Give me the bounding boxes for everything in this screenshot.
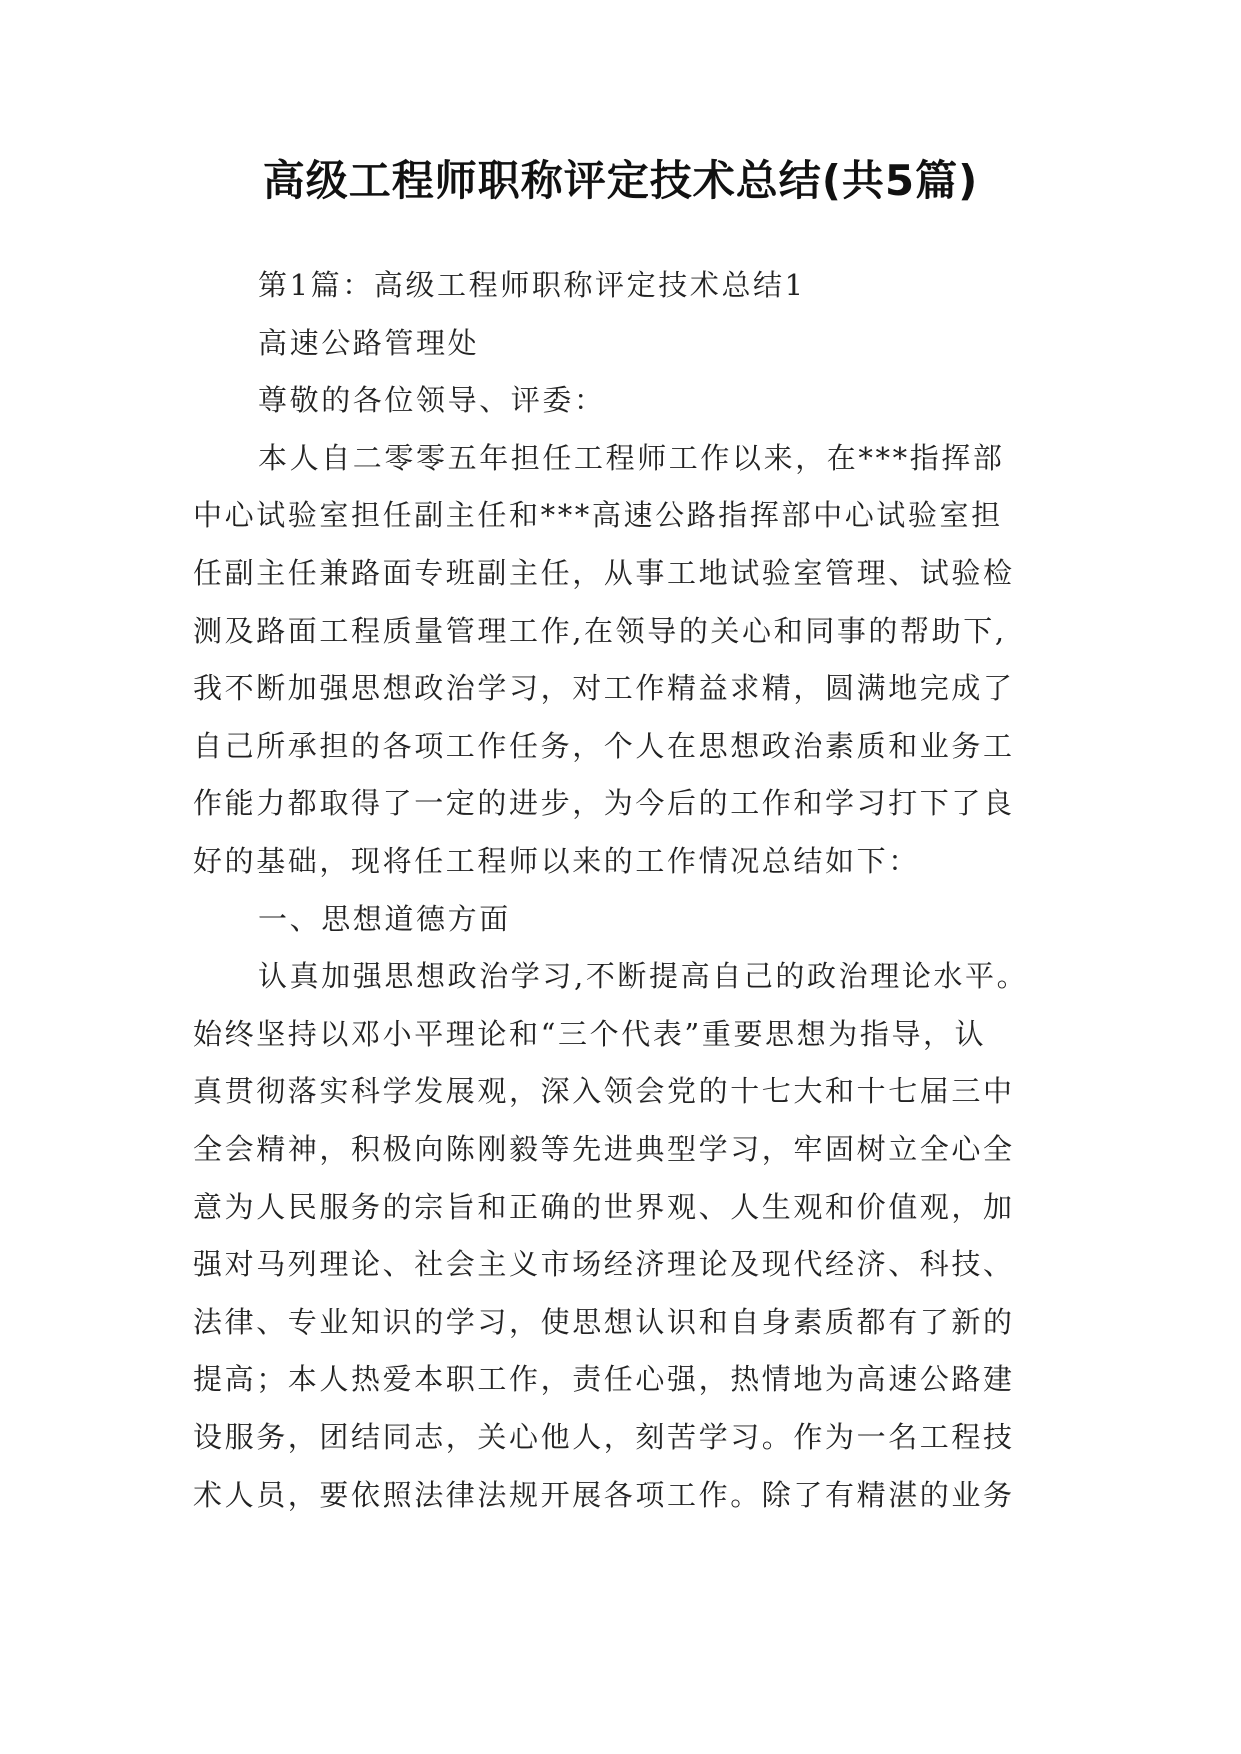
section-heading: 一、思想道德方面: [258, 902, 511, 936]
paragraph-line: 法律、专业知识的学习，使思想认识和自身素质都有了新的: [193, 1305, 1015, 1339]
paragraph-line: 意为人民服务的宗旨和正确的世界观、人生观和价值观，加: [193, 1190, 1015, 1224]
document-title: 高级工程师职称评定技术总结(共5篇): [262, 156, 979, 205]
paragraph-line: 好的基础，现将任工程师以来的工作情况总结如下：: [193, 844, 920, 878]
paragraph-line: 强对马列理论、社会主义市场经济理论及现代经济、科技、: [193, 1247, 1015, 1281]
paragraph-line: 中心试验室担任副主任和***高速公路指挥部中心试验室担: [193, 498, 1003, 532]
paragraph-line: 自己所承担的各项工作任务，个人在思想政治素质和业务工: [193, 729, 1015, 763]
paragraph-line: 高速公路管理处: [258, 326, 480, 360]
paragraph-line: 认真加强思想政治学习,不断提高自己的政治理论水平。: [258, 959, 1029, 993]
paragraph-line: 任副主任兼路面专班副主任，从事工地试验室管理、试验检: [193, 556, 1015, 590]
paragraph-line: 真贯彻落实科学发展观，深入领会党的十七大和十七届三中: [193, 1074, 1015, 1108]
chapter-heading: 第1篇：高级工程师职称评定技术总结1: [258, 268, 806, 302]
paragraph-line: 本人自二零零五年担任工程师工作以来，在***指挥部: [258, 441, 1005, 475]
paragraph-line: 提高；本人热爱本职工作，责任心强，热情地为高速公路建: [193, 1362, 1015, 1396]
paragraph-line: 我不断加强思想政治学习，对工作精益求精，圆满地完成了: [193, 671, 1015, 705]
paragraph-line: 测及路面工程质量管理工作,在领导的关心和同事的帮助下,: [193, 614, 1007, 648]
paragraph-line: 始终坚持以邓小平理论和“三个代表”重要思想为指导，认: [193, 1017, 987, 1051]
paragraph-line: 作能力都取得了一定的进步，为今后的工作和学习打下了良: [193, 786, 1015, 820]
paragraph-line: 尊敬的各位领导、评委：: [258, 383, 606, 417]
paragraph-line: 术人员，要依照法律法规开展各项工作。除了有精湛的业务: [193, 1478, 1015, 1512]
paragraph-line: 全会精神，积极向陈刚毅等先进典型学习，牢固树立全心全: [193, 1132, 1015, 1166]
paragraph-line: 设服务，团结同志，关心他人，刻苦学习。作为一名工程技: [193, 1420, 1015, 1454]
